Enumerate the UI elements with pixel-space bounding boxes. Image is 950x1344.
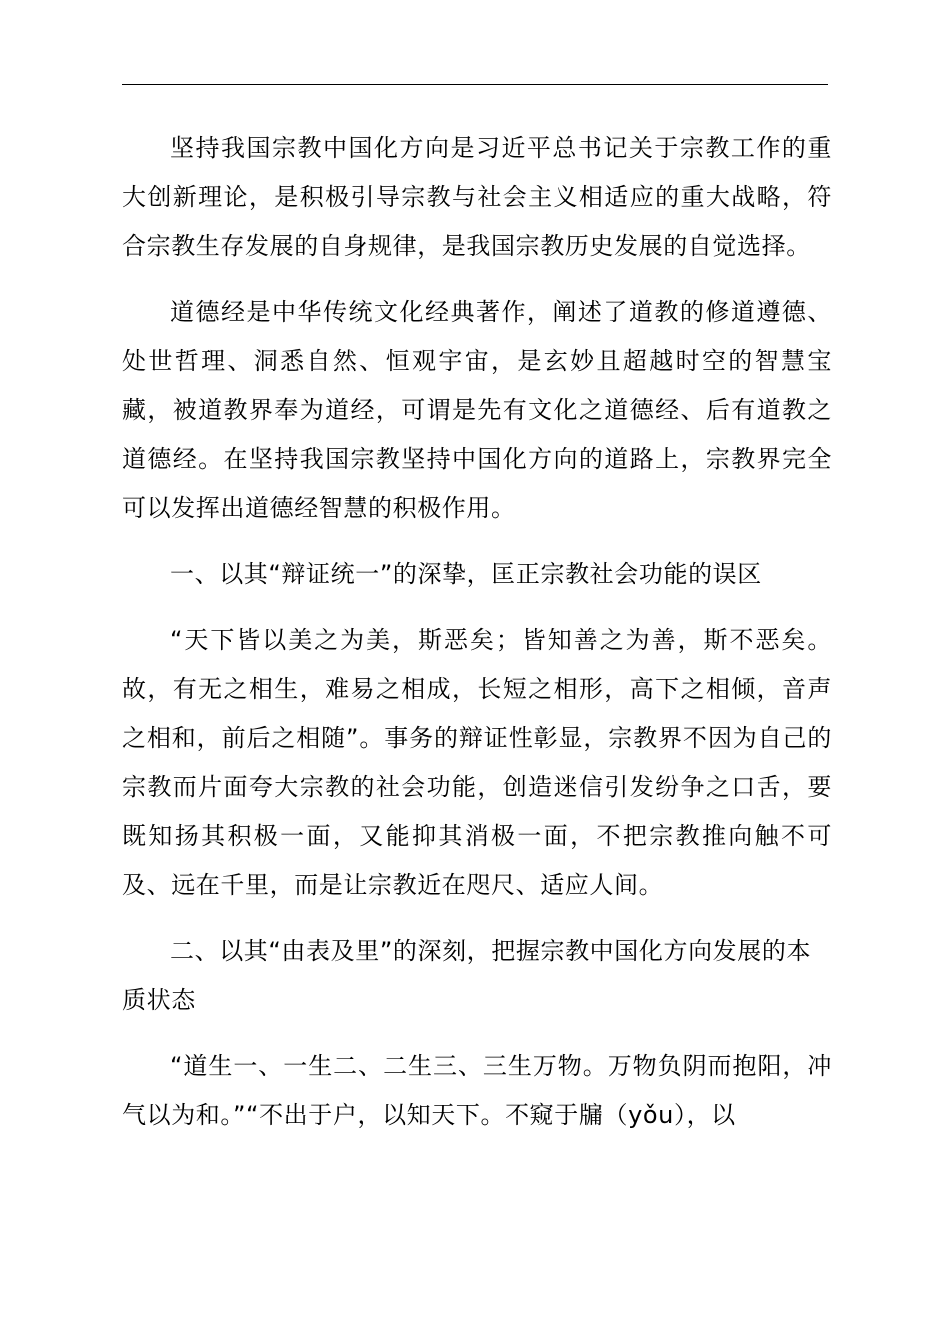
section-heading-2: 二、以其“由表及里”的深刻，把握宗教中国化方向发展的本质状态 bbox=[122, 937, 812, 1014]
section-heading-1: 一、以其“辩证统一”的深挚，匡正宗教社会功能的误区 bbox=[170, 560, 762, 588]
paragraph-section-2: “道生一、一生二、二生三、三生万物。万物负阴而抱阳，冲气以为和。”“不出于户，以知天下。不窥于牖（yǒu），以 bbox=[122, 1052, 832, 1129]
paragraph-section-1: “天下皆以美之为美，斯恶矣；皆知善之为善，斯不恶矣。故，有无之相生，难易之相成，长短之相形，高下之相倾，音声之相和，前后之相随”。事务的辩证性彰显，宗教界不因为自己的宗教而片面夸大宗教的社会功能，创造迷信引发纷争之口舌，要既知扬其积极一面，又能抑其消极一面，不把宗教推向触不可及、远在千里，而是让宗教近在咫尺、适应人间。 bbox=[122, 626, 832, 899]
body-text bbox=[122, 124, 832, 1157]
paragraph-daodejing: 道德经是中华传统文化经典著作，阐述了道教的修道遵德、处世哲理、洞悉自然、恒观宇宙，是玄妙且超越时空的智慧宝藏，被道教界奉为道经，可谓是先有文化之道德经、后有道教之道德经。在坚持我国宗教坚持中国化方向的道路上，宗教界完全可以发挥出道德经智慧的积极作用。 bbox=[122, 298, 832, 522]
paragraph-intro: 坚持我国宗教中国化方向是习近平总书记关于宗教工作的重大创新理论，是积极引导宗教与社会主义相适应的重大战略，符合宗教生存发展的自身规律，是我国宗教历史发展的自觉选择。 bbox=[122, 134, 832, 260]
header-rule bbox=[122, 84, 828, 85]
